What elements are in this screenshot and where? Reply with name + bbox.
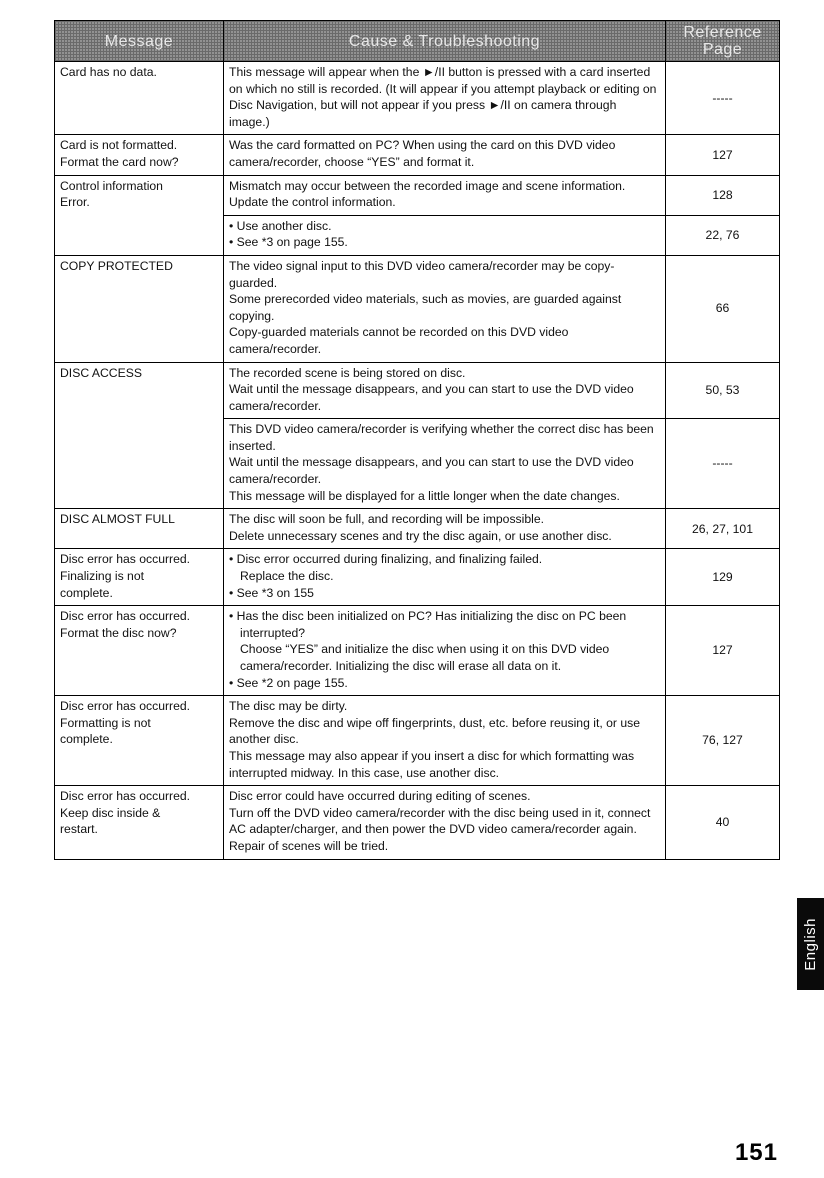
reference-page-cell: 40	[666, 786, 780, 859]
language-tab-label: English	[802, 917, 819, 971]
cause-cell	[224, 606, 666, 696]
message-cell	[55, 175, 224, 255]
cause-cell	[224, 696, 666, 786]
cause-line: The disc will soon be full, and recording will be impossible.	[229, 512, 544, 527]
cause-cell	[224, 62, 666, 135]
cause-line: This message may also appear if you insert a disc for which formatting was interrupted midway. In this case, use another disc.	[229, 748, 635, 780]
header-cause: Cause & Troubleshooting	[224, 21, 666, 62]
cause-line: Update the control information.	[229, 195, 396, 210]
cause-line: • See *3 on 155	[229, 585, 314, 600]
cause-line: Mismatch may occur between the recorded image and scene information.	[229, 178, 626, 193]
cause-line: Remove the disc and wipe off fingerprints, dust, etc. before reusing it, or use another disc.	[229, 715, 640, 747]
reference-page-cell: 22, 76	[666, 215, 780, 255]
cause-line: The video signal input to this DVD video camera/recorder may be copy-guarded.	[229, 258, 615, 290]
cause-line: The disc may be dirty.	[229, 699, 348, 714]
message-cell	[55, 509, 224, 549]
cause-line: Wait until the message disappears, and you can start to use the DVD video camera/recorder.	[229, 455, 634, 487]
reference-page-cell: 76, 127	[666, 696, 780, 786]
cause-line: • Disc error occurred during finalizing, and finalizing failed.	[229, 552, 543, 567]
reference-page-cell: 127	[666, 135, 780, 175]
message-text: DISC ALMOST FULL	[60, 512, 175, 527]
table-header-row	[55, 21, 780, 62]
message-text: Disc error has occurred. Keep disc inside & restart.	[60, 789, 191, 837]
message-text: DISC ACCESS	[60, 365, 142, 380]
cause-cell	[224, 135, 666, 175]
message-text: Control information Error.	[60, 178, 163, 210]
cause-line: Replace the disc.	[240, 569, 334, 584]
message-text: Card has no data.	[60, 65, 157, 79]
cause-cell	[224, 215, 666, 255]
cause-line: Wait until the message disappears, and you can start to use the DVD video camera/recorder.	[229, 382, 634, 413]
table-body	[55, 62, 780, 860]
reference-page-cell: 127	[666, 606, 780, 696]
table-row	[55, 509, 780, 549]
message-cell	[55, 549, 224, 606]
table-row	[55, 696, 780, 786]
cause-line: This message will be displayed for a little longer when the date changes.	[229, 488, 620, 503]
header-message: Message	[55, 21, 224, 62]
message-text: Disc error has occurred. Format the disc now?	[60, 609, 191, 640]
reference-page-cell: -----	[666, 419, 780, 509]
header-reference: Reference Page	[666, 21, 780, 62]
table-row	[55, 62, 780, 135]
message-cell	[55, 135, 224, 175]
message-text: Disc error has occurred. Formatting is not complete.	[60, 699, 191, 747]
page-number: 151	[734, 1139, 778, 1166]
cause-line: The recorded scene is being stored on disc.	[229, 365, 466, 380]
cause-line: This DVD video camera/recorder is verifying whether the correct disc has been inserted.	[229, 422, 654, 453]
reference-page-cell: 128	[666, 175, 780, 215]
cause-line: Disc error could have occurred during editing of scenes.	[229, 789, 531, 804]
message-cell	[55, 362, 224, 509]
cause-line: This message will appear when the ►/II button is pressed with a card inserted on which no still is recorded. (It will appear if you attempt playback or editing on Disc Navigation, but will not appear if you press ►/II on camera through image.)	[229, 65, 657, 129]
language-tab	[797, 898, 824, 990]
table-row	[55, 786, 780, 859]
reference-page-cell: 129	[666, 549, 780, 606]
message-cell	[55, 696, 224, 786]
message-cell	[55, 62, 224, 135]
table-row	[55, 135, 780, 175]
table-row	[55, 606, 780, 696]
reference-page-cell: 26, 27, 101	[666, 509, 780, 549]
cause-cell	[224, 419, 666, 509]
cause-line: • Use another disc.	[229, 218, 332, 233]
cause-cell	[224, 175, 666, 215]
message-text: COPY PROTECTED	[60, 258, 173, 273]
table-row	[55, 175, 780, 215]
cause-cell	[224, 362, 666, 419]
message-cell	[55, 606, 224, 696]
cause-line: Copy-guarded materials cannot be recorded on this DVD video camera/recorder.	[229, 325, 569, 356]
cause-line: Turn off the DVD video camera/recorder with the disc being used in it, connect AC adapter/charger, and then power the DVD video camera/recorder again. Repair of scenes will be tried.	[229, 805, 651, 853]
message-text: Disc error has occurred. Finalizing is not complete.	[60, 552, 191, 600]
cause-cell	[224, 786, 666, 859]
message-cell	[55, 786, 224, 859]
cause-line: Delete unnecessary scenes and try the disc again, or use another disc.	[229, 528, 612, 543]
cause-cell	[224, 509, 666, 549]
message-cell	[55, 255, 224, 362]
troubleshooting-table	[54, 20, 780, 860]
message-text: Card is not formatted. Format the card now?	[60, 138, 179, 169]
cause-cell	[224, 255, 666, 362]
cause-line: • Has the disc been initialized on PC? Has initializing the disc on PC been interrupted?	[229, 609, 627, 640]
cause-line: Some prerecorded video materials, such as movies, are guarded against copying.	[229, 292, 622, 323]
table-row	[55, 362, 780, 419]
cause-line: Was the card formatted on PC? When using the card on this DVD video camera/recorder, choose “YES” and format it.	[229, 138, 616, 169]
table-row	[55, 255, 780, 362]
cause-line: Choose “YES” and initialize the disc when using it on this DVD video camera/recorder. Initializing the disc will erase all data on it.	[240, 642, 610, 673]
cause-line: • See *3 on page 155.	[229, 235, 348, 250]
reference-page-cell: 66	[666, 255, 780, 362]
cause-line: • See *2 on page 155.	[229, 675, 348, 690]
table-row	[55, 549, 780, 606]
cause-cell	[224, 549, 666, 606]
reference-page-cell: 50, 53	[666, 362, 780, 419]
reference-page-cell: -----	[666, 62, 780, 135]
